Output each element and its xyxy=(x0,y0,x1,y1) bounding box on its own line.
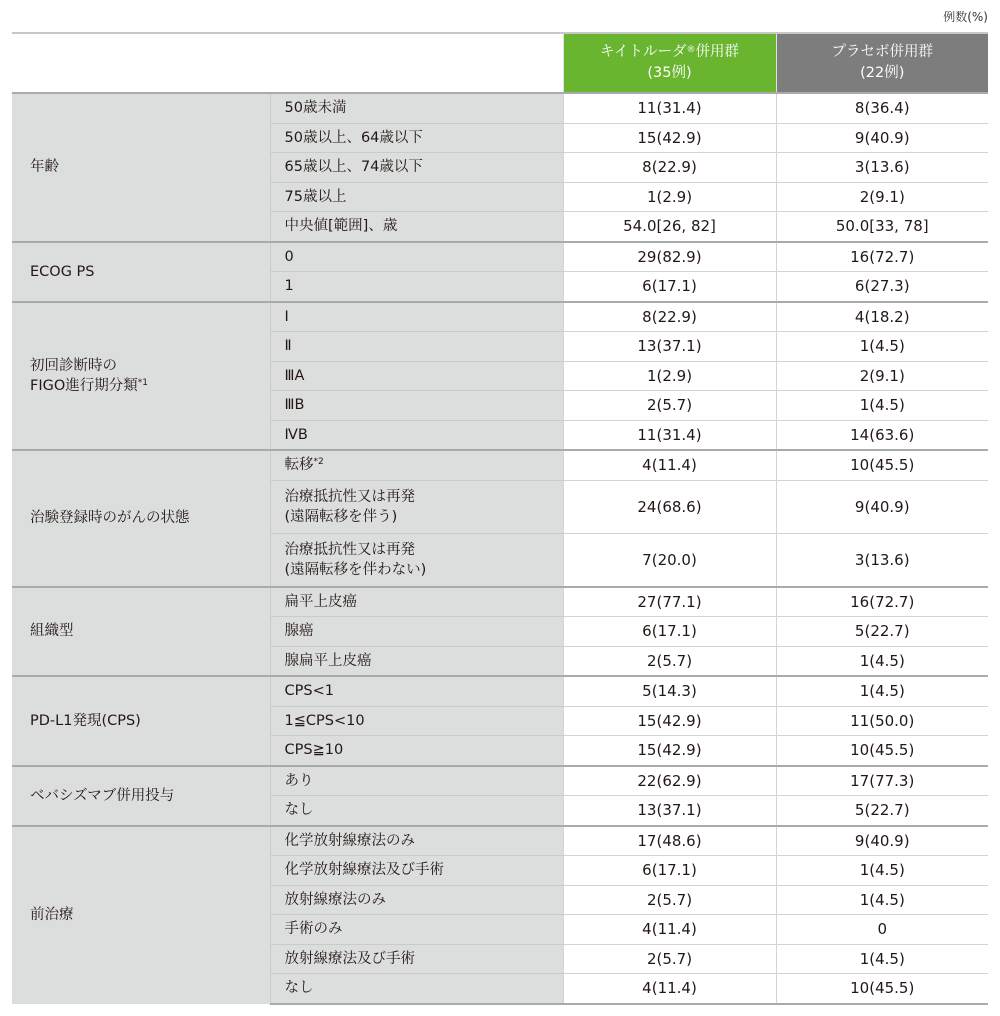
keytruda-value: 1(2.9) xyxy=(563,361,776,391)
placebo-value: 1(4.5) xyxy=(776,885,988,915)
keytruda-value: 8(22.9) xyxy=(563,302,776,332)
row-item: あり xyxy=(270,766,563,796)
row-item-line2: (遠隔転移を伴う) xyxy=(284,508,398,525)
placebo-value: 2(9.1) xyxy=(776,182,988,212)
row-item: 65歳以上、74歳以下 xyxy=(270,153,563,183)
keytruda-value: 4(11.4) xyxy=(563,974,776,1004)
row-item-text: 転移 xyxy=(284,457,314,474)
table-row xyxy=(12,676,988,706)
group-label-age: 年齢 xyxy=(12,93,270,242)
keytruda-value: 15(42.9) xyxy=(563,736,776,766)
row-item: Ⅰ xyxy=(270,302,563,332)
keytruda-value: 54.0[26, 82] xyxy=(563,212,776,242)
row-item-line2: (遠隔転移を伴わない) xyxy=(284,561,427,578)
row-item: ⅣB xyxy=(270,420,563,450)
keytruda-value: 11(31.4) xyxy=(563,420,776,450)
row-item: なし xyxy=(270,796,563,826)
row-item: 75歳以上 xyxy=(270,182,563,212)
group-label-pdl1: PD-L1発現(CPS) xyxy=(12,676,270,766)
placebo-value: 3(13.6) xyxy=(776,153,988,183)
row-item: 1≦CPS<10 xyxy=(270,706,563,736)
placebo-value: 11(50.0) xyxy=(776,706,988,736)
keytruda-value: 22(62.9) xyxy=(563,766,776,796)
header-row xyxy=(12,33,988,93)
placebo-value: 1(4.5) xyxy=(776,944,988,974)
placebo-value: 9(40.9) xyxy=(776,123,988,153)
placebo-value: 9(40.9) xyxy=(776,826,988,856)
keytruda-value: 11(31.4) xyxy=(563,93,776,123)
row-item: CPS≧10 xyxy=(270,736,563,766)
registered-mark: ® xyxy=(686,45,696,55)
table-row xyxy=(12,93,988,123)
row-item: なし xyxy=(270,974,563,1004)
placebo-value: 2(9.1) xyxy=(776,361,988,391)
header-placebo-name: プラセボ併用群 xyxy=(831,44,933,60)
placebo-value: 1(4.5) xyxy=(776,332,988,362)
row-item: 放射線療法のみ xyxy=(270,885,563,915)
placebo-value: 10(45.5) xyxy=(776,736,988,766)
keytruda-value: 6(17.1) xyxy=(563,272,776,302)
row-item: CPS<1 xyxy=(270,676,563,706)
keytruda-value: 29(82.9) xyxy=(563,242,776,272)
keytruda-value: 15(42.9) xyxy=(563,706,776,736)
placebo-value: 14(63.6) xyxy=(776,420,988,450)
row-item: Ⅱ xyxy=(270,332,563,362)
keytruda-value: 2(5.7) xyxy=(563,885,776,915)
group-label-bevacizumab: ベバシズマブ併用投与 xyxy=(12,766,270,826)
keytruda-value: 24(68.6) xyxy=(563,480,776,533)
row-item: ⅢB xyxy=(270,391,563,421)
row-item: 腺扁平上皮癌 xyxy=(270,646,563,676)
header-placebo xyxy=(776,33,988,93)
placebo-value: 1(4.5) xyxy=(776,391,988,421)
table-row xyxy=(12,766,988,796)
table-row xyxy=(12,826,988,856)
placebo-value: 5(22.7) xyxy=(776,796,988,826)
keytruda-value: 13(37.1) xyxy=(563,332,776,362)
row-item xyxy=(270,450,563,480)
group-label-line1: 初回診断時の xyxy=(30,357,117,374)
table-row xyxy=(12,450,988,480)
row-item-line1: 治療抵抗性又は再発 xyxy=(284,541,415,558)
header-keytruda-suffix: 併用群 xyxy=(695,44,739,60)
footnote-mark: *1 xyxy=(137,377,148,388)
group-label-histology: 組織型 xyxy=(12,587,270,677)
placebo-value: 16(72.7) xyxy=(776,242,988,272)
group-label-figo xyxy=(12,302,270,451)
row-item xyxy=(270,480,563,533)
placebo-value: 0 xyxy=(776,915,988,945)
table-row xyxy=(12,242,988,272)
row-item: ⅢA xyxy=(270,361,563,391)
placebo-value: 50.0[33, 78] xyxy=(776,212,988,242)
row-item xyxy=(270,533,563,587)
group-label-cancer-status: 治験登録時のがんの状態 xyxy=(12,450,270,587)
unit-label: 例数(%) xyxy=(943,10,988,24)
header-keytruda-name: キイトルーダ xyxy=(600,44,687,60)
keytruda-value: 5(14.3) xyxy=(563,676,776,706)
placebo-value: 10(45.5) xyxy=(776,974,988,1004)
row-item: 手術のみ xyxy=(270,915,563,945)
group-label-ecog: ECOG PS xyxy=(12,242,270,302)
placebo-value: 1(4.5) xyxy=(776,646,988,676)
keytruda-value: 2(5.7) xyxy=(563,646,776,676)
placebo-value: 5(22.7) xyxy=(776,617,988,647)
row-item-line1: 治療抵抗性又は再発 xyxy=(284,488,415,505)
row-item: 50歳未満 xyxy=(270,93,563,123)
keytruda-value: 4(11.4) xyxy=(563,450,776,480)
placebo-value: 9(40.9) xyxy=(776,480,988,533)
row-item: 化学放射線療法のみ xyxy=(270,826,563,856)
keytruda-value: 2(5.7) xyxy=(563,944,776,974)
keytruda-value: 17(48.6) xyxy=(563,826,776,856)
keytruda-value: 13(37.1) xyxy=(563,796,776,826)
placebo-value: 3(13.6) xyxy=(776,533,988,587)
placebo-value: 6(27.3) xyxy=(776,272,988,302)
table-row xyxy=(12,302,988,332)
keytruda-value: 1(2.9) xyxy=(563,182,776,212)
placebo-value: 10(45.5) xyxy=(776,450,988,480)
group-label-line2: FIGO進行期分類 xyxy=(30,377,138,394)
row-item: 化学放射線療法及び手術 xyxy=(270,856,563,886)
placebo-value: 1(4.5) xyxy=(776,676,988,706)
row-item: 50歳以上、64歳以下 xyxy=(270,123,563,153)
footnote-mark: *2 xyxy=(313,457,324,468)
header-keytruda xyxy=(563,33,776,93)
keytruda-value: 15(42.9) xyxy=(563,123,776,153)
header-keytruda-count: (35例) xyxy=(647,65,692,81)
placebo-value: 1(4.5) xyxy=(776,856,988,886)
table-row xyxy=(12,587,988,617)
group-label-prior-treatment: 前治療 xyxy=(12,826,270,1004)
placebo-value: 16(72.7) xyxy=(776,587,988,617)
keytruda-value: 2(5.7) xyxy=(563,391,776,421)
placebo-value: 4(18.2) xyxy=(776,302,988,332)
baseline-characteristics-table xyxy=(12,32,988,1005)
keytruda-value: 27(77.1) xyxy=(563,587,776,617)
keytruda-value: 6(17.1) xyxy=(563,856,776,886)
row-item: 腺癌 xyxy=(270,617,563,647)
keytruda-value: 8(22.9) xyxy=(563,153,776,183)
keytruda-value: 7(20.0) xyxy=(563,533,776,587)
placebo-value: 8(36.4) xyxy=(776,93,988,123)
header-placebo-count: (22例) xyxy=(860,65,905,81)
row-item: 扁平上皮癌 xyxy=(270,587,563,617)
row-item: 1 xyxy=(270,272,563,302)
row-item: 0 xyxy=(270,242,563,272)
row-item: 放射線療法及び手術 xyxy=(270,944,563,974)
placebo-value: 17(77.3) xyxy=(776,766,988,796)
keytruda-value: 6(17.1) xyxy=(563,617,776,647)
row-item: 中央値[範囲]、歳 xyxy=(270,212,563,242)
keytruda-value: 4(11.4) xyxy=(563,915,776,945)
header-blank-cell xyxy=(12,33,563,93)
